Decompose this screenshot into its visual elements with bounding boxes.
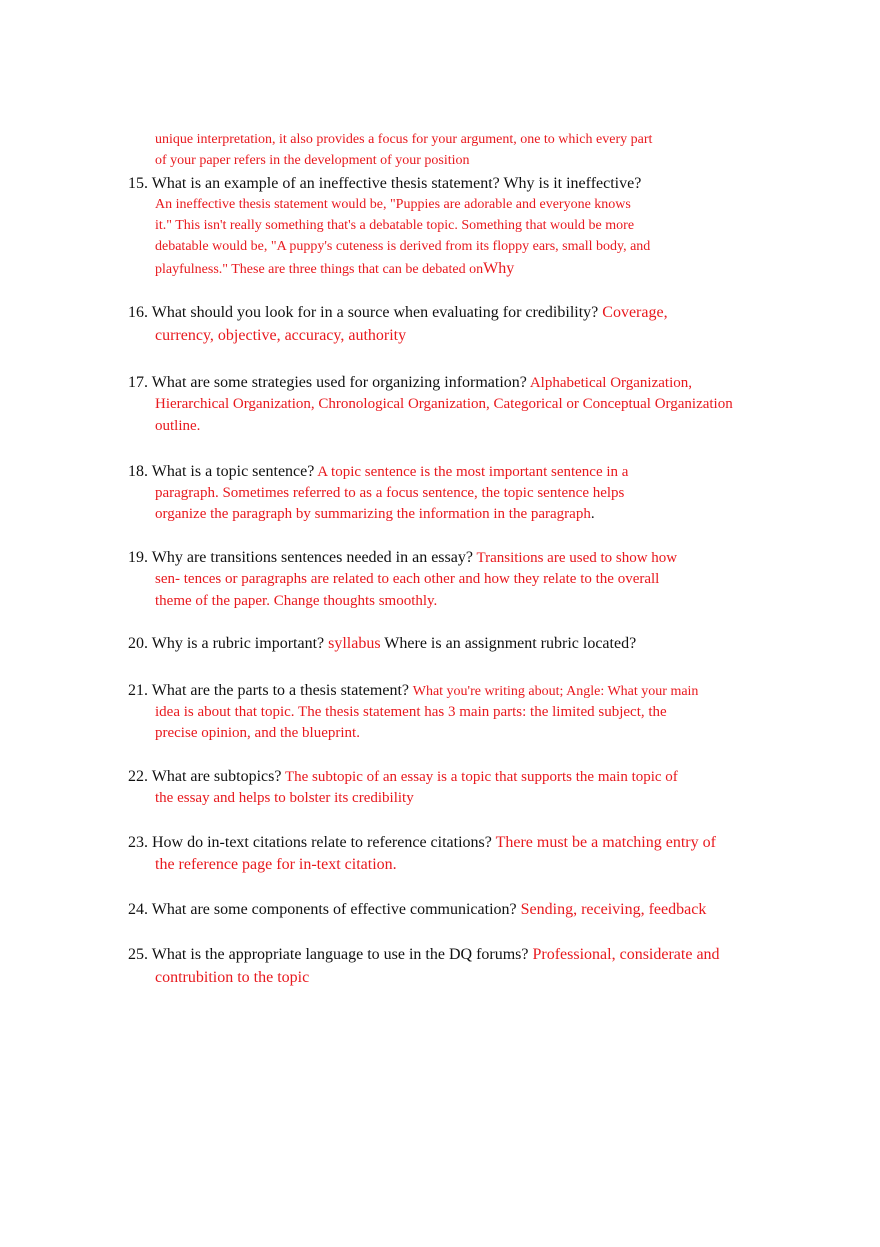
answer-inline: Sending, receiving, feedback bbox=[520, 901, 707, 918]
answer-line: precise opinion, and the blueprint. bbox=[155, 725, 360, 741]
item-number: 19. bbox=[128, 549, 148, 566]
question-text: What are subtopics? bbox=[151, 768, 282, 785]
question-text: What are some components of effective communication? bbox=[151, 901, 517, 918]
item-number: 20. bbox=[128, 635, 148, 652]
answer-line: paragraph. Sometimes referred to as a focus sentence, the topic sentence helps bbox=[155, 485, 625, 501]
answer-inline: syllabus bbox=[328, 635, 381, 652]
answer-line: it." This isn't really something that's a debatable topic. Something that would be more bbox=[155, 218, 635, 233]
answer-text: playfulness." These are three things that can be debated on bbox=[155, 262, 484, 277]
continuation-line: of your paper refers in the development of your position bbox=[155, 153, 470, 168]
answer-line: currency, objective, accuracy, authority bbox=[155, 327, 407, 344]
continuation-line: unique interpretation, it also provides a focus for your argument, one to which every part bbox=[155, 132, 653, 147]
question-text: Why are transitions sentences needed in an essay? bbox=[151, 549, 473, 566]
item-number: 21. bbox=[128, 682, 148, 699]
answer-inline: A topic sentence is the most important sentence in a bbox=[317, 464, 629, 480]
list-item-20 bbox=[128, 634, 636, 654]
item-number: 17. bbox=[128, 374, 148, 391]
answer-line: debatable would be, "A puppy's cuteness is derived from its floppy ears, small body, and bbox=[155, 239, 651, 254]
answer-line: contrubition to the topic bbox=[155, 969, 310, 986]
list-item-22 bbox=[128, 767, 678, 787]
answer-line: idea is about that topic. The thesis statement has 3 main parts: the limited subject, the bbox=[155, 704, 667, 720]
list-item-16 bbox=[128, 303, 668, 323]
item-number: 18. bbox=[128, 463, 148, 480]
question-text: Why is a rubric important? bbox=[151, 635, 325, 652]
answer-line bbox=[155, 259, 514, 280]
item-number: 25. bbox=[128, 946, 148, 963]
answer-line: outline. bbox=[155, 418, 201, 434]
question-tail: Where is an assignment rubric located? bbox=[384, 635, 637, 652]
item-number: 22. bbox=[128, 768, 148, 785]
answer-line: An ineffective thesis statement would be, "Puppies are adorable and everyone knows bbox=[155, 197, 631, 212]
answer-line: Hierarchical Organization, Chronological Organization, Categorical or Conceptual Organization bbox=[155, 396, 733, 412]
answer-line: the reference page for in-text citation. bbox=[155, 856, 397, 873]
item-number: 16. bbox=[128, 304, 148, 321]
question-text: What are the parts to a thesis statement? bbox=[151, 682, 409, 699]
question-text: What is an example of an ineffective thesis statement? Why is it ineffective? bbox=[151, 175, 642, 192]
answer-inline: There must be a matching entry of bbox=[495, 834, 716, 851]
question-text: How do in-text citations relate to reference citations? bbox=[152, 834, 492, 851]
list-item-23 bbox=[128, 833, 716, 853]
answer-inline: Alphabetical Organization, bbox=[529, 375, 692, 391]
list-item-24 bbox=[128, 900, 706, 920]
list-item-25 bbox=[128, 945, 720, 965]
question-text: What is the appropriate language to use in the DQ forums? bbox=[151, 946, 529, 963]
answer-inline: Transitions are used to show how bbox=[476, 550, 678, 566]
answer-inline: What you're writing about; Angle: What your main bbox=[412, 684, 699, 699]
list-item-17 bbox=[128, 373, 692, 393]
list-item-15 bbox=[128, 174, 641, 194]
answer-line bbox=[155, 504, 595, 524]
answer-line: sen- tences or paragraphs are related to each other and how they relate to the overall bbox=[155, 571, 660, 587]
list-item-19 bbox=[128, 548, 677, 568]
answer-inline: The subtopic of an essay is a topic that supports the main topic of bbox=[284, 769, 678, 785]
item-number: 24. bbox=[128, 901, 148, 918]
answer-line: the essay and helps to bolster its credibility bbox=[155, 790, 414, 806]
question-text: What should you look for in a source when evaluating for credibility? bbox=[151, 304, 599, 321]
answer-inline: Professional, considerate and bbox=[532, 946, 720, 963]
answer-inline: Coverage, bbox=[602, 304, 668, 321]
answer-tail: Why bbox=[483, 260, 515, 277]
question-text: What are some strategies used for organizing information? bbox=[151, 374, 527, 391]
list-item-18 bbox=[128, 462, 628, 482]
trailing-period: . bbox=[590, 506, 595, 522]
question-text: What is a topic sentence? bbox=[151, 463, 315, 480]
answer-text: organize the paragraph by summarizing the information in the paragraph bbox=[155, 506, 591, 522]
item-number: 23. bbox=[128, 834, 148, 851]
answer-line: theme of the paper. Change thoughts smoothly. bbox=[155, 593, 438, 609]
item-number: 15. bbox=[128, 175, 148, 192]
list-item-21 bbox=[128, 681, 698, 702]
